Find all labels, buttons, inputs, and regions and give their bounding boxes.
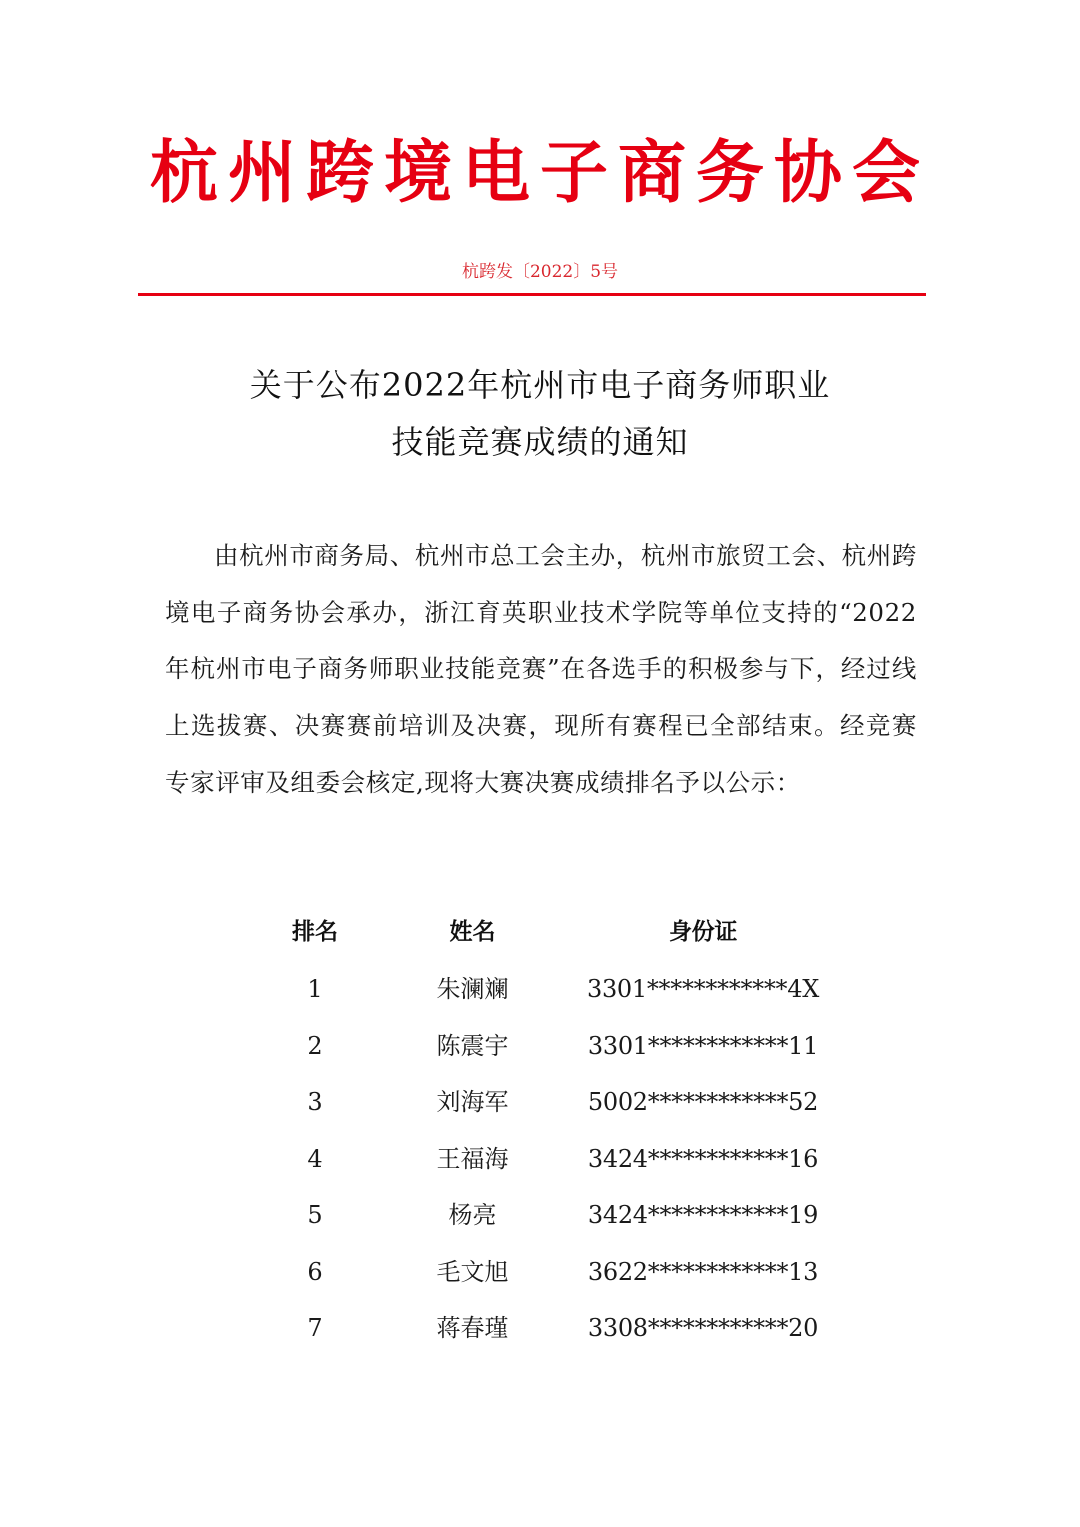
letterhead-org-name: 杭州跨境电子商务协会: [149, 133, 930, 213]
row-1-rank: 1: [307, 975, 323, 1003]
row-4-rank: 4: [307, 1145, 323, 1173]
notice-title-line-2: 技能竞赛成绩的通知: [391, 423, 689, 461]
row-4-name: 王福海: [436, 1145, 509, 1173]
row-3-id: 5002************52: [587, 1088, 819, 1116]
row-5-rank: 5: [307, 1201, 323, 1229]
row-6-name: 毛文旭: [436, 1258, 509, 1286]
row-2-rank: 2: [307, 1032, 323, 1060]
row-6-rank: 6: [307, 1258, 323, 1286]
header-rank: 排名: [292, 919, 338, 945]
row-1-name: 朱澜斓: [436, 975, 509, 1003]
row-6-id: 3622************13: [587, 1258, 819, 1286]
notice-body: 由杭州市商务局、杭州市总工会主办，杭州市旅贸工会、杭州跨境电子商务协会承办，浙江育英职业技术学院等单位支持的“2022年杭州市电子商务师职业技能竞赛”在各选手的积极参与下，经过线上选拔赛、决赛赛前培训及决赛，现所有赛程已全部结束。经竞赛专家评审及组委会核定,现将大赛决赛成绩排名予以公示：: [165, 541, 917, 797]
header-name: 姓名: [449, 919, 496, 945]
letterhead-divider: [138, 293, 926, 296]
document-number: 杭跨发〔2022〕5号: [461, 262, 619, 282]
row-3-rank: 3: [307, 1088, 323, 1116]
row-5-name: 杨亮: [448, 1201, 497, 1229]
row-4-id: 3424************16: [587, 1145, 819, 1173]
row-7-rank: 7: [307, 1314, 323, 1342]
row-7-id: 3308************20: [587, 1314, 819, 1342]
row-3-name: 刘海军: [436, 1088, 509, 1116]
row-1-id: 3301************4X: [586, 975, 820, 1003]
notice-title-line-1: 关于公布2022年杭州市电子商务师职业: [249, 366, 831, 404]
row-5-id: 3424************19: [587, 1201, 819, 1229]
row-7-name: 蒋春瑾: [436, 1314, 509, 1342]
row-2-id: 3301************11: [587, 1032, 819, 1060]
row-2-name: 陈震宇: [436, 1032, 509, 1060]
header-id: 身份证: [668, 919, 738, 945]
